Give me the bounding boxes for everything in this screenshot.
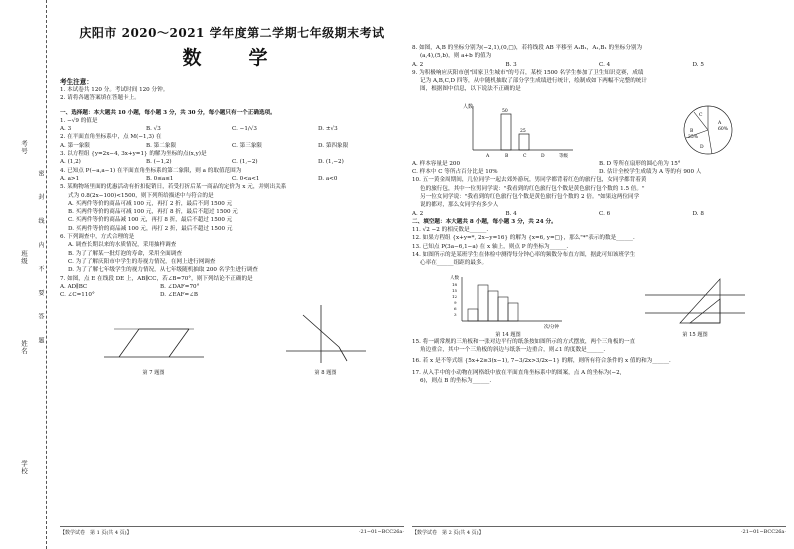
option: C. 为了了解庆阳市中学生的寿视力情况，在网上进行网调查 (68, 258, 216, 265)
footer-code: ·21−01−BCC26a· (740, 529, 786, 535)
chart-ylabel: 人数 (462, 103, 473, 110)
right-column (412, 8, 786, 538)
question-stem: 7. 如图，点 E 在线段 DE 上，AB∥CC，若∠B=70°，则下列结论不正确的是 (60, 275, 253, 282)
question-options (60, 142, 404, 150)
footer-code: ·21−01−BCC26a· (358, 529, 404, 535)
bar (498, 297, 508, 321)
sealing-line-text: 密 封 线 内 不 要 答 题 (37, 170, 44, 352)
option: C. 4 (599, 61, 611, 68)
figure-14 (448, 273, 568, 338)
option: B. 4 (505, 210, 517, 217)
pie-label: D (699, 144, 704, 150)
option: A. a>1 (60, 175, 80, 182)
option: C. 样本中 C 等所占百分比是 10% (412, 169, 498, 176)
question-stem: 15. 将一副常规的三角板和一张对边平行的纸条按如图所示的方式摆放，两个三角板的一直 (412, 338, 636, 345)
question-stem: 心率在______组距的最多。 (420, 260, 488, 267)
question-stem: 6)，则点 B 的坐标为______. (420, 377, 492, 384)
bar (478, 285, 488, 321)
bar-label: 25 (519, 128, 526, 134)
option: B. 第二象限 (146, 142, 177, 149)
question-options (60, 283, 260, 300)
pie-label: A (717, 120, 721, 126)
figure-7 (94, 317, 214, 376)
question-stem: 10. 五一黄金周期间，几位同学一起去郊外游玩，男同学都背着红色的旅行包，女同学都背着黄 (412, 177, 647, 184)
figure-caption: 第 14 题图 (495, 331, 521, 338)
tick-label: 9 (454, 299, 457, 305)
question-stem: 色的旅行包，其中一位男同学说："我看到的红色旅行包个数是黄色旅行包个数的 1.5 倍。" (420, 185, 645, 192)
footer-page-label: 【数学试卷 第 2 页(共 4 页)】 (412, 530, 484, 536)
question-stem: 11. √2 −2 的相反数是______. (412, 227, 489, 234)
question-stem: 8. 如图，A,B 的坐标分别为(−2,1),(0,□)，若将线段 AB 平移至 A₁B₁，A₁,B₁ 的坐标分别为 (412, 45, 643, 51)
option: A. 2 (412, 210, 424, 217)
option: B. 买两件等价的商品可减 100 元，再打 8 折，最后不超过 1500 元 (68, 209, 238, 216)
chart-ylabel: 人数 (450, 275, 459, 281)
question-options (60, 175, 404, 183)
question-stem: 17. 从入手中的小动物在网格纸中放在平面直角坐标系中的图案，点 A 的坐标为(−2, (412, 369, 622, 376)
option: B. 3 (505, 61, 517, 68)
option: C. 6 (599, 210, 611, 217)
pie-label: C (698, 112, 702, 118)
question-stem: 5. 某购物场里面的优惠活动有折扣促销日，若受打折后某一商品的定价为 x 元，并则出关系 (60, 184, 287, 191)
figure-8 (281, 301, 371, 376)
bar (519, 134, 529, 150)
question-stem: (a,4),(5,b)，则 a+b 的值为 (420, 53, 492, 60)
page-footer (60, 526, 404, 536)
tick-label: C (522, 153, 526, 159)
option: C. ∠C=110° (60, 292, 95, 299)
option: D. (1,−2) (318, 159, 344, 166)
figure-row (412, 270, 786, 338)
option: B. ∠DAF=70° (160, 283, 200, 290)
tick-label: 12 (452, 293, 458, 299)
school-label: 学校 (20, 460, 28, 475)
option: A. 3 (60, 126, 72, 133)
pie-label: B (689, 128, 693, 134)
option: D. a<0 (318, 175, 338, 182)
bar (508, 303, 518, 321)
option: B. 0≤a≤1 (146, 175, 174, 182)
option: D. 买两件等价的商品减 100 元，再打 2 折，最后不超过 1500 元 (68, 225, 233, 232)
bar (468, 309, 478, 321)
option: D. 8 (692, 210, 704, 217)
question-options (412, 160, 786, 177)
class-label: 班级 (20, 250, 28, 265)
figure-row (412, 96, 786, 160)
figure-15 (640, 273, 750, 338)
question-stem: 说的都对，那么女同学有多少人 (420, 202, 499, 209)
section-heading: 二、填空题：本大题共 8 小题，每小题 3 分，共 24 分。 (412, 218, 557, 225)
figure-row (60, 301, 404, 376)
tick-label: 18 (452, 281, 458, 287)
name-label: 姓名 (20, 340, 28, 355)
option: A. 样本容量是 200 (412, 160, 461, 167)
notice-item: 1. 本试卷共 120 分。考试时间 120 分钟。 (60, 87, 169, 93)
question-stem: 16. 若 x 是不等式组 {5x+2≥3(x−1), 7−3/2x>3/2x−1} 的解，则所有符合条件的 x 值的和为______. (412, 358, 671, 365)
option: A. AD∥BC (60, 283, 88, 290)
option: A. 调查长期以来的水质情况，采用抽样调查 (68, 242, 177, 249)
question-options (60, 158, 404, 166)
question-options (412, 210, 786, 218)
footer-page-label: 【数学试卷 第 1 页(共 4 页)】 (60, 530, 132, 536)
option: D. 5 (692, 61, 704, 68)
notice-heading: 考生注意： (60, 78, 93, 86)
figure-caption: 第 8 题图 (314, 370, 337, 377)
question-stem: 1. −√9 的值是 (60, 117, 98, 124)
triangle-ruler-figure (640, 273, 750, 329)
option: A. 第一象限 (60, 142, 90, 149)
parallelogram-figure (94, 317, 214, 367)
option: D. ∠EAF=∠B (160, 292, 199, 299)
option: A. (1,2) (60, 159, 81, 166)
histogram-figure (448, 273, 568, 329)
question-options (60, 125, 404, 133)
option: B. 为了了解某一批灯泡的寿命，采用全面调查 (68, 250, 182, 257)
notice-item: 2. 请将各题答案填在答题卡上。 (60, 95, 140, 102)
question-options (412, 61, 786, 69)
pie-label: 25% (687, 134, 698, 140)
exam-subject: 数 学 (182, 47, 282, 69)
question-stem: 4. 已知点 P(−a,a−1) 在平面直角坐标系的第二象限，则 a 的取值范围为 (60, 167, 242, 174)
exam-no-label: 考号 (20, 140, 28, 155)
option: D. 估计全校学生成绩为 A 等的有 900 人 (599, 169, 702, 176)
question-stem: 另一位女同学说："我看到的红色旅行包个数是黄色旅行包个数的 2 倍。"如果这两位同学 (420, 193, 640, 200)
question-stem: 12. 如果方程组 {x+y=*, 2x−y=16} 的解为 {x=6, y=□}，那么"*"表示的数是______. (412, 235, 635, 242)
question-stem: 14. 如图所示的是某班学生在体检中测得每分钟心率的频数分布直方图，据此可知该班学生 (412, 252, 636, 259)
question-stem: 2. 在平面直角坐标系中，点 M(−1,3) 在 (60, 134, 162, 141)
question-stem: 角边重合，其中一个三角板的斜边与纸条一边重合，则∠1 的度数是______. (420, 346, 606, 353)
option: B. √3 (146, 126, 161, 133)
option: C. (1,−2) (232, 159, 258, 166)
option: C. 买两件等价的商品减 100 元，再打 8 折，最后不超过 1500 元 (68, 217, 233, 224)
left-column (60, 8, 404, 538)
option: C. 0<a<1 (232, 175, 260, 182)
option: D. ±√3 (318, 126, 338, 133)
pie-label: 60% (717, 126, 728, 132)
bar-label: 50 (501, 108, 508, 114)
figure-caption: 第 15 题图 (682, 331, 708, 338)
bar-chart-figure (461, 100, 581, 160)
tick-label: A (485, 153, 489, 159)
option: A. 买两件等价的商品可减 100 元，再打 2 折，最后不到 1500 元 (68, 200, 233, 207)
option: D. 第四象限 (318, 142, 349, 149)
binding-strip (0, 0, 47, 549)
bar (488, 291, 498, 321)
option: A. 2 (412, 61, 424, 68)
option: B. (−1,2) (146, 159, 172, 166)
bar (501, 114, 511, 150)
tick-label: 等级 (558, 153, 568, 159)
exam-title: 庆阳市 2020～2021 学年度第二学期七年级期末考试 (79, 26, 385, 40)
tick-label: 15 (452, 287, 458, 293)
tick-label: D (540, 153, 545, 159)
pie-chart-figure (678, 100, 738, 160)
question-stem: 6. 下列调查中，方式合理的是 (60, 234, 135, 241)
coordinate-figure (281, 301, 371, 367)
question-stem: 13. 已知点 P(3a−6,1−a) 在 x 轴上，则点 P 的坐标为______. (412, 243, 569, 250)
tick-label: B (504, 153, 508, 159)
question-stem: 3. 以方程组 {y=2x−4, 3x+y=1} 的解为坐标的点(x,y)是 (60, 151, 207, 158)
chart-xlabel: 次/分钟 (544, 324, 560, 329)
option: D. 为了了解七年级学生的视力情况，从七年级随机抽取 200 名学生进行调查 (68, 267, 258, 274)
tick-label: 6 (454, 305, 457, 311)
figure-caption: 第 7 题图 (142, 370, 165, 377)
option: C. 第三象限 (232, 142, 263, 149)
section-heading: 一、选择题：本大题共 10 小题，每小题 3 分，共 30 分，每小题只有一个正确选项。 (60, 109, 276, 116)
page-footer (412, 526, 786, 536)
option: B. D 等所在扇形的圆心角为 15° (599, 160, 681, 167)
question-stem: 记为 A,B,C,D 四等，从中随机抽取了部分学生成绩进行统计，绘制成如下两幅不完整的统计 (420, 78, 647, 85)
question-stem: 图，根据图中信息，以下说法不正确的是 (420, 86, 521, 93)
question-stem: 9. 为积极响应庆阳市创"国家卫生城市"的号召，某校 1500 名学生参加了卫生知识竞赛，成绩 (412, 69, 644, 76)
tick-label: 3 (454, 311, 457, 317)
option: C. −1/√3 (232, 126, 257, 133)
question-stem: 式为 0.8(2x−100)<1500，则下列所给描述中与符合的是 (68, 192, 214, 199)
